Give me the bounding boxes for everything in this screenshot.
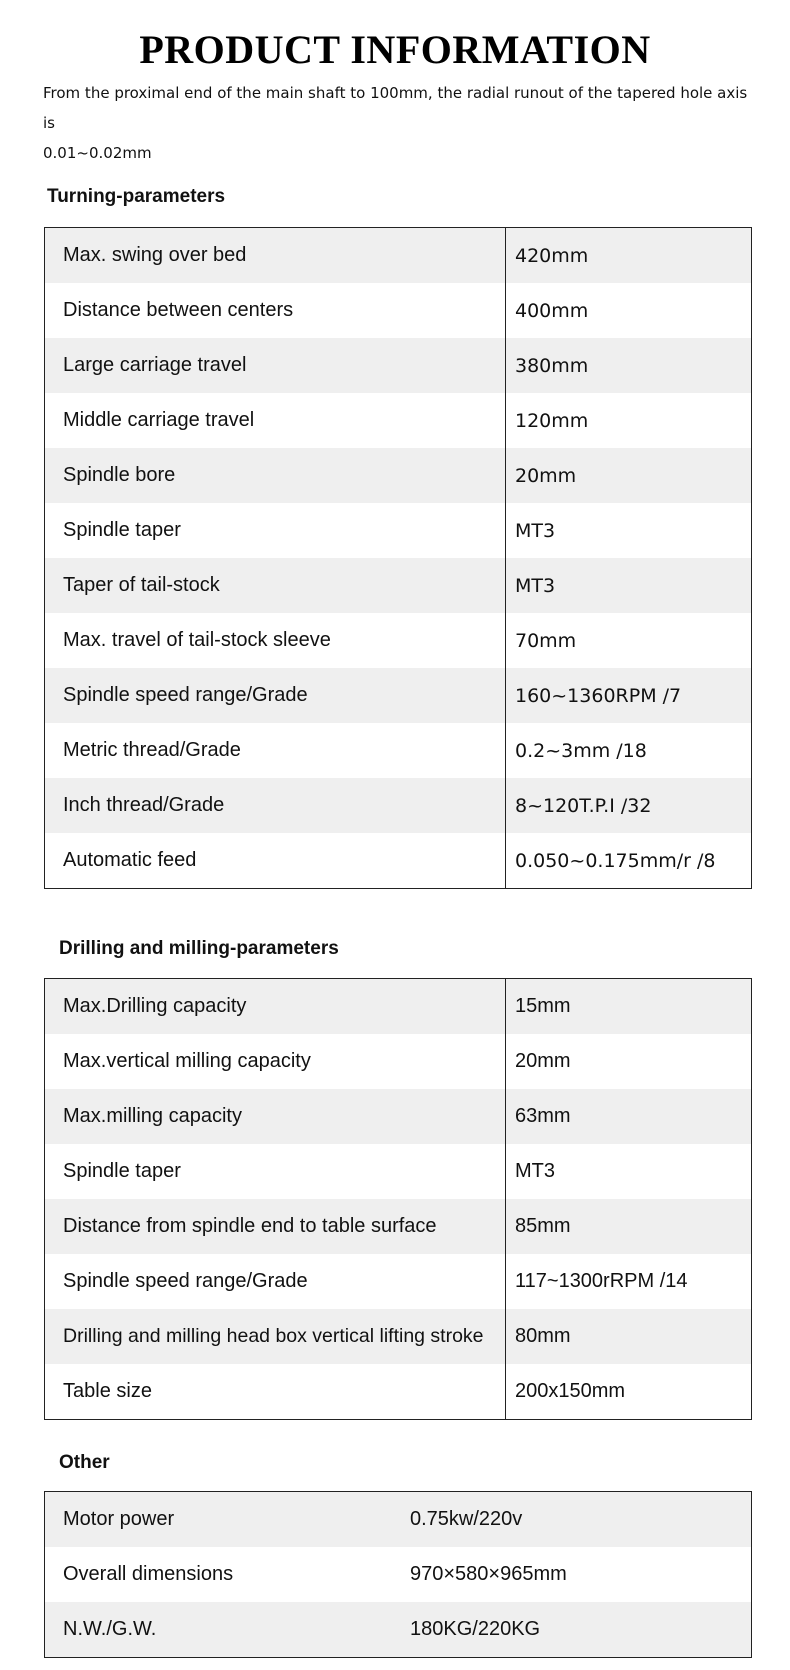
table-row: [45, 979, 751, 1034]
table-row: [45, 448, 751, 503]
intro-line-1: From the proximal end of the main shaft to 100mm, the radial runout of the tapered hole axis is: [43, 84, 748, 132]
intro-text: [43, 78, 763, 168]
other-table: [44, 1491, 752, 1658]
row-value: 85mm: [505, 1199, 751, 1254]
table-row: [45, 833, 751, 888]
row-value: 0.2~3mm /18: [505, 723, 751, 778]
table-row: [45, 668, 751, 723]
row-value: MT3: [505, 1144, 751, 1199]
row-label: Max.Drilling capacity: [63, 995, 247, 1017]
table-row: [45, 393, 751, 448]
row-label: Spindle speed range/Grade: [63, 1270, 308, 1292]
row-value: 8~120T.P.I /32: [505, 778, 751, 833]
table-row: [45, 1199, 751, 1254]
table-row: [45, 613, 751, 668]
row-label: Distance from spindle end to table surface: [63, 1215, 437, 1237]
turning-heading: Turning-parameters: [47, 186, 226, 207]
row-value: 180KG/220KG: [410, 1618, 541, 1640]
row-label: Large carriage travel: [63, 354, 247, 376]
row-value: 0.75kw/220v: [410, 1508, 523, 1530]
row-label: Table size: [63, 1380, 152, 1402]
row-value: 970×580×965mm: [410, 1563, 567, 1585]
table-row: [45, 1602, 751, 1657]
row-value: 380mm: [505, 338, 751, 393]
row-value: 200x150mm: [505, 1364, 751, 1419]
row-label: Middle carriage travel: [63, 409, 255, 431]
row-label: Spindle speed range/Grade: [63, 684, 308, 706]
table-row: [45, 228, 751, 283]
table-row: [45, 1547, 751, 1602]
row-label: Max.vertical milling capacity: [63, 1050, 311, 1072]
other-heading: Other: [59, 1452, 110, 1473]
intro-line-2: 0.01~0.02mm: [43, 144, 152, 162]
table-row: [45, 338, 751, 393]
row-value: 20mm: [505, 1034, 751, 1089]
row-label: Inch thread/Grade: [63, 794, 225, 816]
table-row: [45, 558, 751, 613]
table-row: [45, 503, 751, 558]
row-label: Spindle bore: [63, 464, 176, 486]
row-label: Spindle taper: [63, 1160, 181, 1182]
row-label: Overall dimensions: [63, 1563, 234, 1585]
row-value: 63mm: [505, 1089, 751, 1144]
row-label: Motor power: [63, 1508, 175, 1530]
row-label: Max. travel of tail-stock sleeve: [63, 629, 331, 651]
row-label: Max. swing over bed: [63, 244, 247, 266]
row-value: 420mm: [505, 228, 751, 283]
row-value: 15mm: [505, 979, 751, 1034]
row-value: 80mm: [505, 1309, 751, 1364]
table-row: [45, 1364, 751, 1419]
table-row: [45, 283, 751, 338]
table-row: [45, 1254, 751, 1309]
table-row: [45, 1144, 751, 1199]
row-label: Automatic feed: [63, 849, 197, 871]
row-value: 120mm: [505, 393, 751, 448]
page-title: PRODUCT INFORMATION: [139, 27, 651, 72]
row-label: Drilling and milling head box vertical lifting stroke: [63, 1325, 484, 1347]
turning-table: [44, 227, 752, 889]
row-label: Spindle taper: [63, 519, 181, 541]
row-value: 70mm: [505, 613, 751, 668]
row-label: Max.milling capacity: [63, 1105, 242, 1127]
table-row: [45, 1034, 751, 1089]
row-label: N.W./G.W.: [63, 1618, 157, 1640]
table-row: [45, 723, 751, 778]
table-row: [45, 1492, 751, 1547]
row-value: 20mm: [505, 448, 751, 503]
row-value: 400mm: [505, 283, 751, 338]
row-label: Metric thread/Grade: [63, 739, 241, 761]
table-row: [45, 1089, 751, 1144]
row-value: 117~1300rRPM /14: [505, 1254, 751, 1309]
row-value: MT3: [505, 558, 751, 613]
row-value: MT3: [505, 503, 751, 558]
row-label: Taper of tail-stock: [63, 574, 220, 596]
table-row: [45, 778, 751, 833]
drilling-heading: Drilling and milling-parameters: [59, 938, 339, 959]
table-row: [45, 1309, 751, 1364]
drilling-table: [44, 978, 752, 1420]
row-value: 160~1360RPM /7: [505, 668, 751, 723]
row-label: Distance between centers: [63, 299, 294, 321]
row-value: 0.050~0.175mm/r /8: [505, 833, 751, 888]
